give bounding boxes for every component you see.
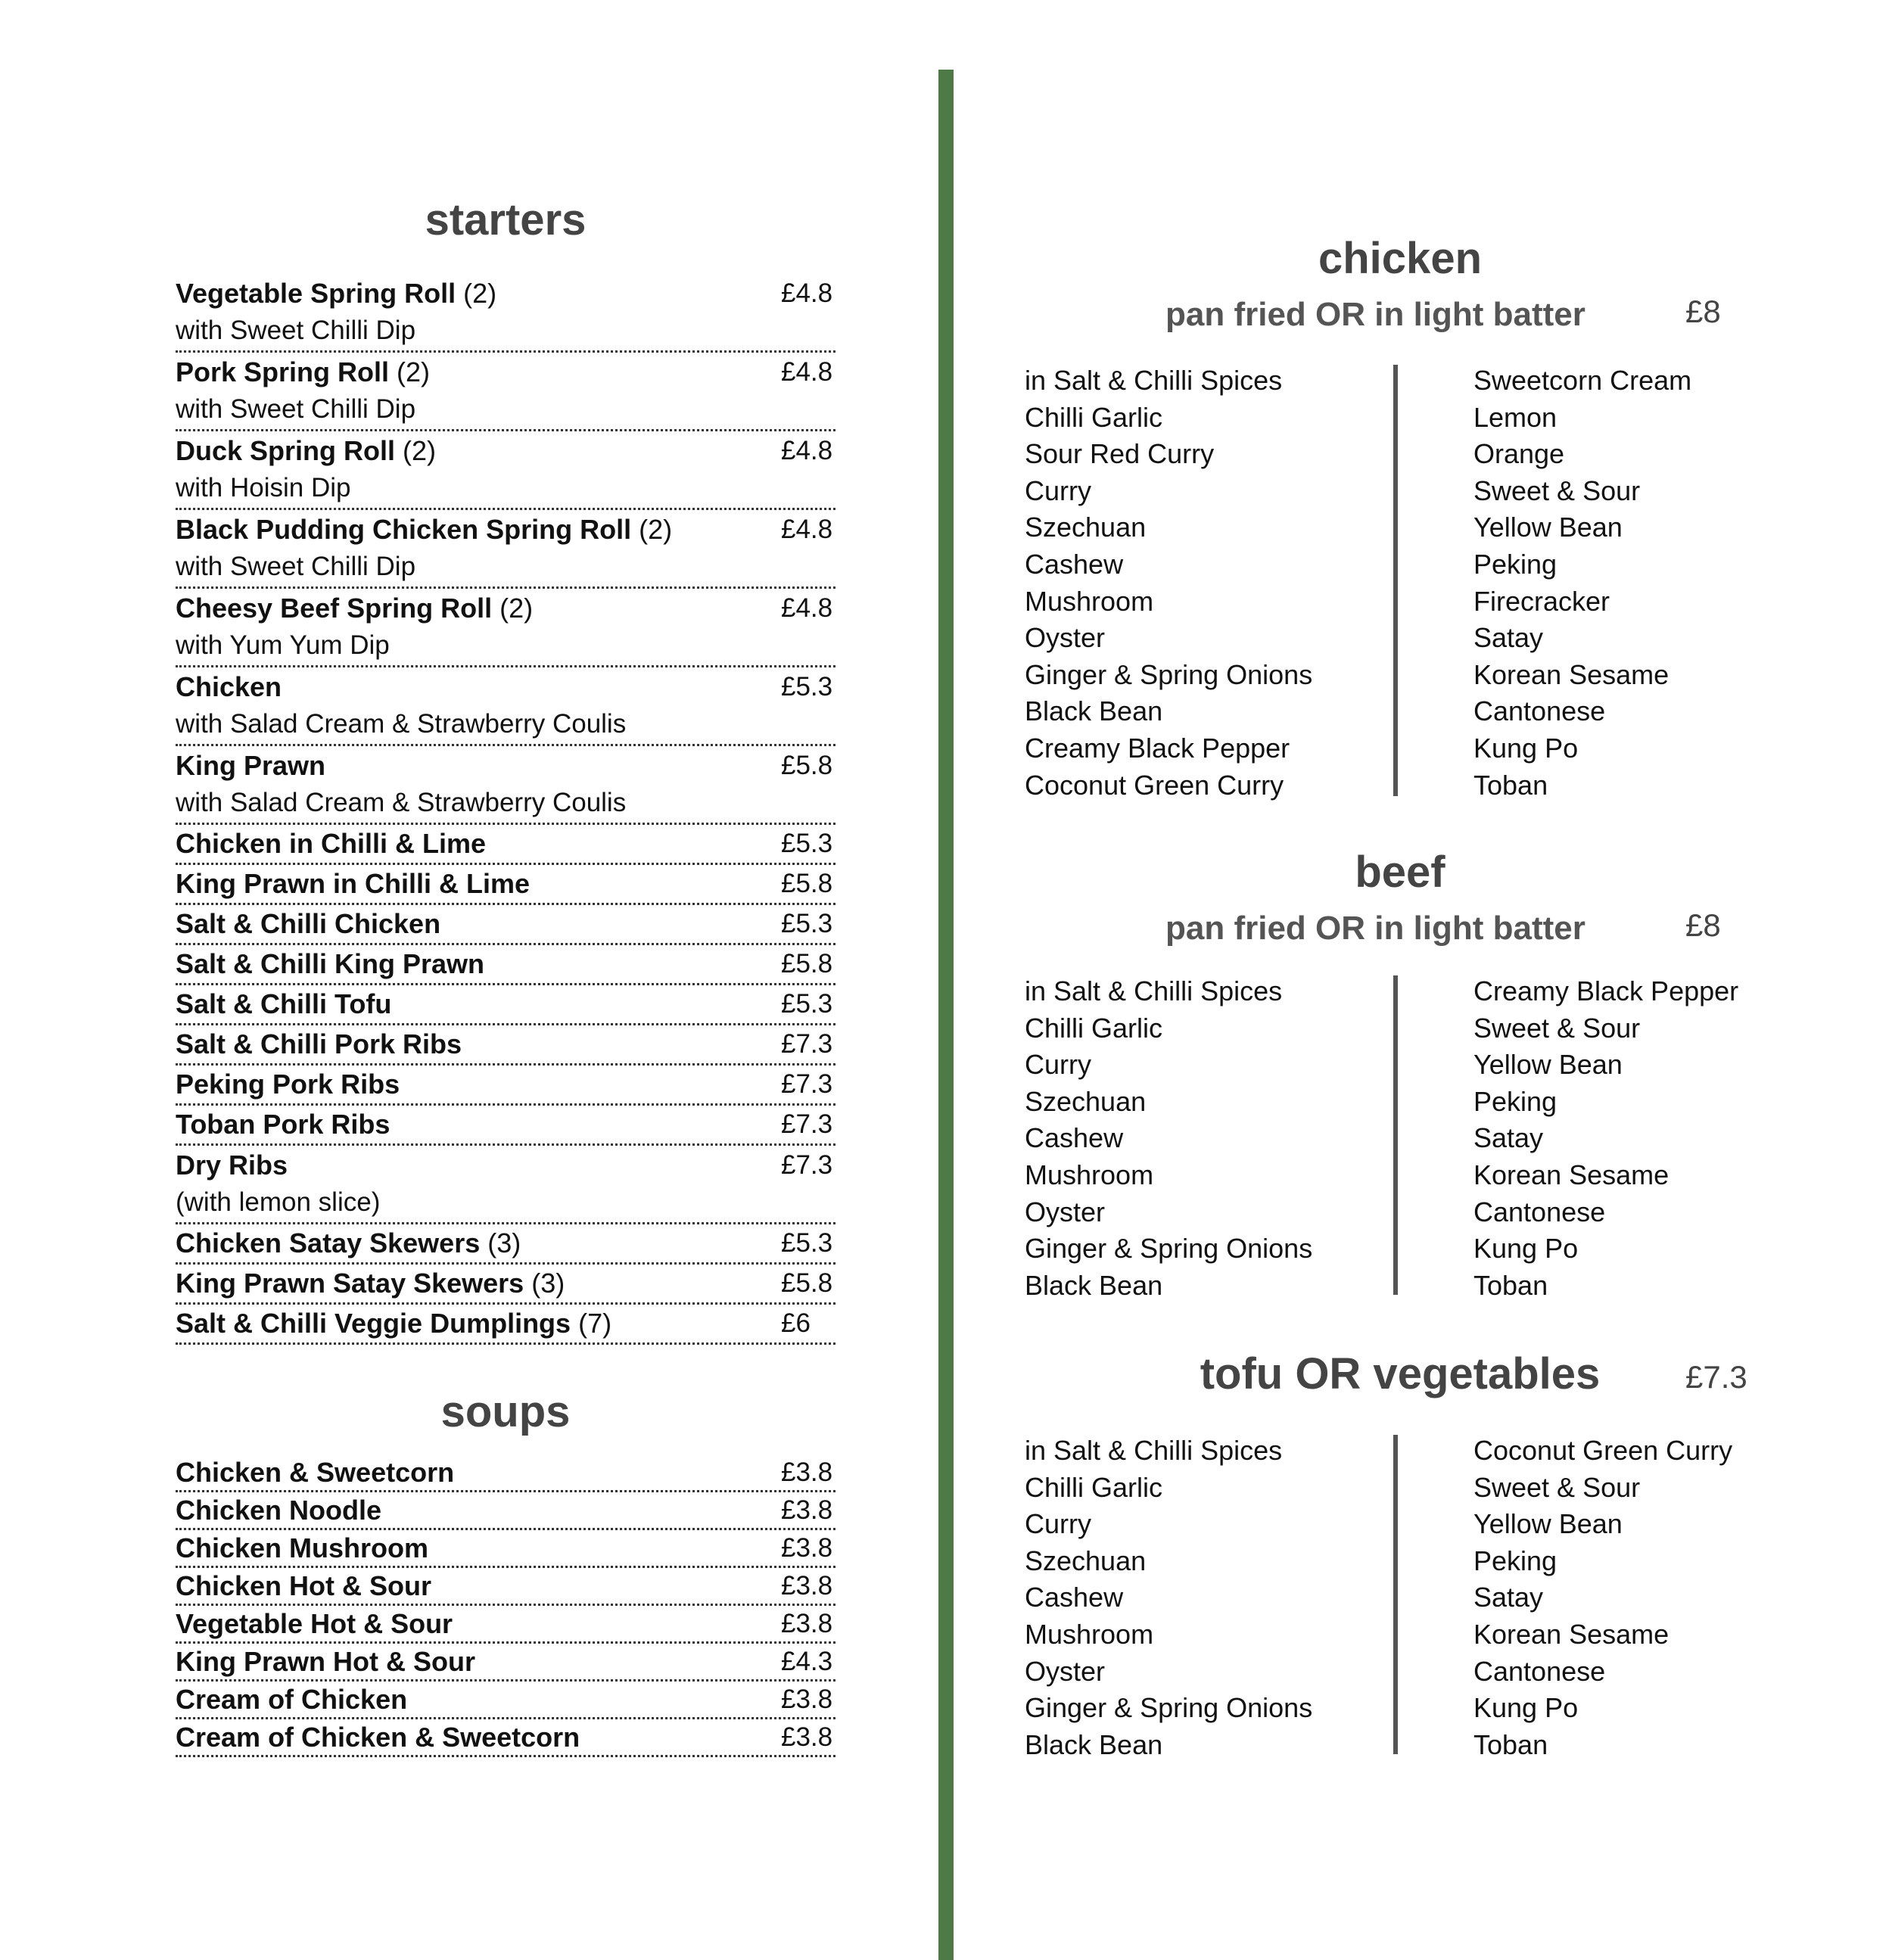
item-price: £5.8 xyxy=(781,869,833,898)
starter-item xyxy=(176,985,836,1025)
flavour-option: Chilli Garlic xyxy=(1025,401,1163,433)
flavour-option: Curry xyxy=(1025,1508,1091,1540)
item-description: with Salad Cream & Strawberry Coulis xyxy=(176,709,627,739)
item-name: Pork Spring Roll (2) xyxy=(176,356,431,387)
soup-item xyxy=(176,1719,836,1757)
tofu-flavours-right xyxy=(1473,1433,1732,1763)
soup-item xyxy=(176,1568,836,1606)
item-name: Peking Pork Ribs xyxy=(176,1069,400,1100)
beef-heading: beef xyxy=(1355,848,1445,897)
flavour-option: Cashew xyxy=(1025,1582,1124,1613)
chicken-subtitle: pan fried OR in light batter xyxy=(1165,296,1585,333)
flavour-option: Ginger & Spring Onions xyxy=(1025,1692,1313,1724)
flavour-option: Ginger & Spring Onions xyxy=(1025,1233,1313,1265)
flavour-option: Sweet & Sour xyxy=(1473,1012,1641,1044)
item-price: £6 xyxy=(781,1308,811,1338)
flavour-option: Peking xyxy=(1473,1545,1557,1576)
flavour-option: Chilli Garlic xyxy=(1025,1012,1163,1044)
item-name: King Prawn Satay Skewers (3) xyxy=(176,1268,565,1299)
flavour-option: Korean Sesame xyxy=(1473,1159,1670,1190)
beef-price: £8 xyxy=(1685,907,1721,943)
beef-flavours-left xyxy=(1025,973,1312,1304)
flavour-option: Mushroom xyxy=(1025,1618,1154,1650)
starter-item xyxy=(176,825,836,865)
item-price: £5.8 xyxy=(781,751,833,780)
flavour-option: in Salt & Chilli Spices xyxy=(1025,975,1283,1006)
item-description: with Salad Cream & Strawberry Coulis xyxy=(176,788,627,817)
flavour-option: Kung Po xyxy=(1473,1692,1579,1724)
item-price: £5.3 xyxy=(781,909,833,938)
starter-item xyxy=(176,1025,836,1066)
item-price: £4.8 xyxy=(781,593,833,623)
starter-item xyxy=(176,1305,836,1345)
flavour-option: Coconut Green Curry xyxy=(1025,769,1284,801)
flavour-option: Sweetcorn Cream xyxy=(1473,365,1692,396)
beef-column-rule xyxy=(1393,975,1398,1295)
item-description: (with lemon slice) xyxy=(176,1187,381,1217)
flavour-option: Orange xyxy=(1473,438,1565,470)
item-name: Cream of Chicken & Sweetcorn xyxy=(176,1721,580,1753)
item-price: £3.8 xyxy=(781,1608,833,1638)
flavour-option: Kung Po xyxy=(1473,732,1579,764)
flavour-option: Creamy Black Pepper xyxy=(1473,975,1739,1006)
item-description: with Yum Yum Dip xyxy=(176,630,390,660)
flavour-option: Black Bean xyxy=(1025,1269,1163,1301)
flavour-option: Sweet & Sour xyxy=(1473,1471,1641,1503)
flavour-option: Korean Sesame xyxy=(1473,658,1670,690)
item-name: Chicken Mushroom xyxy=(176,1532,429,1563)
flavour-option: Mushroom xyxy=(1025,585,1154,617)
item-name: Salt & Chilli Veggie Dumplings (7) xyxy=(176,1308,612,1339)
flavour-option: Cashew xyxy=(1025,1122,1124,1154)
flavour-option: Curry xyxy=(1025,474,1091,506)
flavour-option: Korean Sesame xyxy=(1473,1618,1670,1650)
item-name: Salt & Chilli Pork Ribs xyxy=(176,1028,462,1059)
starter-item xyxy=(176,1224,836,1265)
soup-item xyxy=(176,1682,836,1719)
flavour-option: Yellow Bean xyxy=(1473,1508,1623,1540)
flavour-option: Firecracker xyxy=(1473,585,1610,617)
flavour-option: Yellow Bean xyxy=(1473,512,1623,543)
flavour-option: Oyster xyxy=(1025,622,1106,654)
item-name: Chicken Hot & Sour xyxy=(176,1570,432,1601)
flavour-option: Yellow Bean xyxy=(1473,1049,1623,1081)
item-price: £3.8 xyxy=(781,1684,833,1714)
chicken-flavours-right xyxy=(1473,362,1691,804)
starter-item xyxy=(176,1265,836,1305)
flavour-option: Satay xyxy=(1473,1582,1544,1613)
item-name: Chicken Noodle xyxy=(176,1494,382,1526)
soups-heading: soups xyxy=(440,1387,571,1436)
item-price: £7.3 xyxy=(781,1150,833,1180)
flavour-option: Szechuan xyxy=(1025,512,1147,543)
flavour-option: Curry xyxy=(1025,1049,1091,1081)
flavour-option: Chilli Garlic xyxy=(1025,1471,1163,1503)
starter-item xyxy=(176,1066,836,1106)
starter-item xyxy=(176,905,836,945)
soup-item xyxy=(176,1492,836,1530)
flavour-option: Sweet & Sour xyxy=(1473,474,1641,506)
flavour-option: Creamy Black Pepper xyxy=(1025,732,1290,764)
item-quantity: (2) xyxy=(639,514,673,545)
green-divider xyxy=(938,70,954,1960)
item-quantity: (7) xyxy=(578,1308,612,1339)
item-name: Duck Spring Roll (2) xyxy=(176,435,437,466)
chicken-price: £8 xyxy=(1685,294,1721,329)
item-name: Chicken xyxy=(176,671,282,702)
flavour-option: in Salt & Chilli Spices xyxy=(1025,1435,1283,1466)
item-price: £5.8 xyxy=(781,1268,833,1298)
beef-subtitle: pan fried OR in light batter xyxy=(1165,910,1585,947)
item-name: Salt & Chilli King Prawn xyxy=(176,948,485,979)
item-name: Salt & Chilli Chicken xyxy=(176,908,441,939)
starter-item xyxy=(176,1106,836,1146)
flavour-option: Coconut Green Curry xyxy=(1473,1435,1733,1466)
item-price: £5.3 xyxy=(781,989,833,1019)
flavour-option: Szechuan xyxy=(1025,1545,1147,1576)
soup-item xyxy=(176,1606,836,1644)
item-quantity: (2) xyxy=(403,435,437,466)
starter-item xyxy=(176,865,836,905)
item-name: Dry Ribs xyxy=(176,1150,288,1181)
item-name: King Prawn xyxy=(176,750,326,781)
item-quantity: (2) xyxy=(463,278,497,309)
starter-item xyxy=(176,510,836,589)
flavour-option: Cantonese xyxy=(1473,695,1606,727)
item-quantity: (2) xyxy=(499,593,534,624)
flavour-option: Cantonese xyxy=(1473,1196,1606,1227)
item-price: £5.8 xyxy=(781,949,833,978)
item-price: £4.8 xyxy=(781,515,833,544)
flavour-option: in Salt & Chilli Spices xyxy=(1025,365,1283,396)
flavour-option: Lemon xyxy=(1473,401,1557,433)
item-name: Salt & Chilli Tofu xyxy=(176,988,392,1019)
item-price: £4.3 xyxy=(781,1646,833,1676)
tofu-column-rule xyxy=(1393,1435,1398,1754)
chicken-column-rule xyxy=(1393,365,1398,796)
item-name: Vegetable Hot & Sour xyxy=(176,1607,453,1639)
item-price: £5.3 xyxy=(781,672,833,702)
flavour-option: Peking xyxy=(1473,548,1557,580)
item-name: King Prawn in Chilli & Lime xyxy=(176,868,531,899)
starter-item xyxy=(176,353,836,431)
tofu-heading: tofu OR vegetables xyxy=(1200,1349,1601,1398)
flavour-option: Oyster xyxy=(1025,1655,1106,1687)
item-description: with Sweet Chilli Dip xyxy=(176,394,416,424)
item-price: £3.8 xyxy=(781,1457,833,1487)
tofu-flavours-left xyxy=(1025,1433,1312,1763)
item-price: £7.3 xyxy=(781,1109,833,1139)
flavour-option: Kung Po xyxy=(1473,1233,1579,1265)
soup-item xyxy=(176,1644,836,1682)
flavour-option: Ginger & Spring Onions xyxy=(1025,658,1313,690)
item-price: £5.3 xyxy=(781,829,833,858)
flavour-option: Toban xyxy=(1473,1728,1548,1760)
starter-item xyxy=(176,746,836,825)
flavour-option: Toban xyxy=(1473,1269,1548,1301)
item-name: Cream of Chicken xyxy=(176,1683,408,1715)
item-price: £3.8 xyxy=(781,1532,833,1563)
item-name: Chicken in Chilli & Lime xyxy=(176,828,487,859)
starter-item xyxy=(176,667,836,746)
item-price: £4.8 xyxy=(781,357,833,387)
soups-list xyxy=(176,1454,836,1757)
item-name: Vegetable Spring Roll (2) xyxy=(176,278,497,309)
item-description: with Sweet Chilli Dip xyxy=(176,552,416,581)
item-price: £7.3 xyxy=(781,1029,833,1059)
item-price: £5.3 xyxy=(781,1228,833,1258)
item-quantity: (3) xyxy=(487,1227,521,1258)
item-price: £7.3 xyxy=(781,1069,833,1099)
flavour-option: Black Bean xyxy=(1025,695,1163,727)
item-price: £4.8 xyxy=(781,278,833,308)
flavour-option: Peking xyxy=(1473,1085,1557,1117)
flavour-option: Szechuan xyxy=(1025,1085,1147,1117)
flavour-option: Cashew xyxy=(1025,548,1124,580)
item-price: £3.8 xyxy=(781,1570,833,1601)
item-name: King Prawn Hot & Sour xyxy=(176,1645,475,1677)
item-price: £3.8 xyxy=(781,1722,833,1752)
item-name: Cheesy Beef Spring Roll (2) xyxy=(176,593,534,624)
starter-item xyxy=(176,431,836,510)
starter-item xyxy=(176,945,836,985)
starter-item xyxy=(176,274,836,353)
soup-item xyxy=(176,1454,836,1492)
chicken-flavours-left xyxy=(1025,362,1312,804)
flavour-option: Mushroom xyxy=(1025,1159,1154,1190)
starter-item xyxy=(176,589,836,667)
item-price: £4.8 xyxy=(781,436,833,465)
item-name: Chicken Satay Skewers (3) xyxy=(176,1227,521,1258)
item-quantity: (2) xyxy=(397,356,431,387)
item-description: with Sweet Chilli Dip xyxy=(176,316,416,345)
starter-item xyxy=(176,1146,836,1224)
starters-heading: starters xyxy=(425,195,587,244)
flavour-option: Cantonese xyxy=(1473,1655,1606,1687)
item-name: Chicken & Sweetcorn xyxy=(176,1456,455,1488)
flavour-option: Oyster xyxy=(1025,1196,1106,1227)
tofu-price: £7.3 xyxy=(1685,1359,1747,1395)
flavour-option: Satay xyxy=(1473,622,1544,654)
item-description: with Hoisin Dip xyxy=(176,473,351,502)
soup-item xyxy=(176,1530,836,1568)
chicken-heading: chicken xyxy=(1318,234,1482,283)
item-price: £3.8 xyxy=(781,1495,833,1525)
flavour-option: Toban xyxy=(1473,769,1548,801)
item-name: Toban Pork Ribs xyxy=(176,1109,391,1140)
item-quantity: (3) xyxy=(531,1268,565,1299)
flavour-option: Sour Red Curry xyxy=(1025,438,1215,470)
item-name: Black Pudding Chicken Spring Roll (2) xyxy=(176,514,673,545)
beef-flavours-right xyxy=(1473,973,1738,1304)
starters-list xyxy=(176,274,836,1345)
flavour-option: Black Bean xyxy=(1025,1728,1163,1760)
flavour-option: Satay xyxy=(1473,1122,1544,1154)
